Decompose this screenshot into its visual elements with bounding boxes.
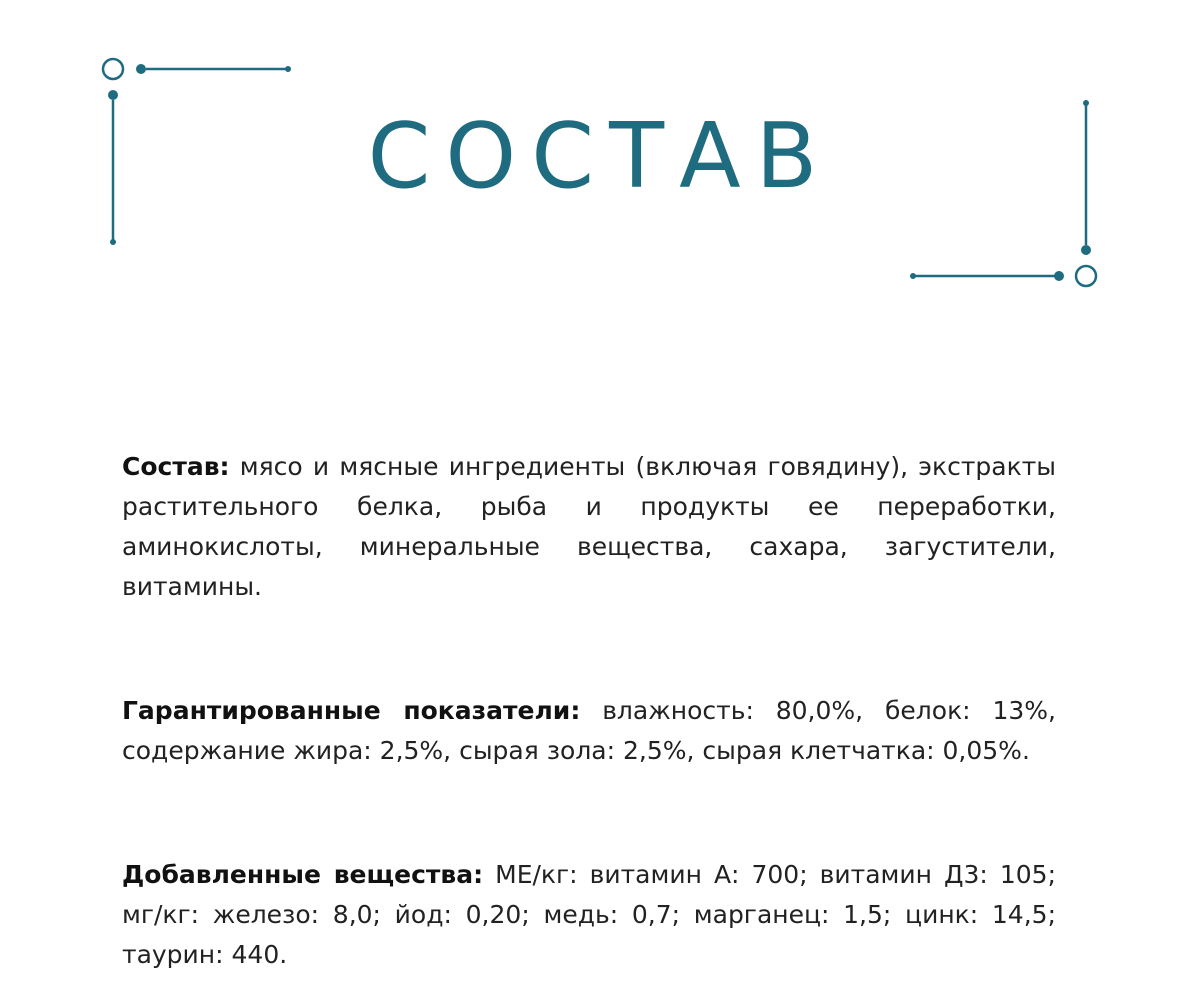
dot-icon <box>136 64 146 74</box>
composition-content <box>122 447 1056 975</box>
dot-icon <box>110 239 116 245</box>
dot-icon <box>285 66 291 72</box>
dot-icon <box>1081 245 1091 255</box>
guaranteed-values-paragraph <box>122 691 1056 771</box>
section-label: Состав: <box>122 452 230 481</box>
dot-icon <box>1054 271 1064 281</box>
ring-icon <box>103 59 123 79</box>
section-text: мясо и мясные ингредиенты (включая говядину), экстракты растительного белка, рыба и продукты ее переработки, аминокислоты, минеральные вещества, сахара, загустители, витамины. <box>122 452 1056 601</box>
additives-paragraph <box>122 855 1056 975</box>
page-title: СОСТАВ <box>367 104 833 209</box>
composition-paragraph <box>122 447 1056 607</box>
dot-icon <box>108 90 118 100</box>
ring-icon <box>1076 266 1096 286</box>
section-label: Добавленные вещества: <box>122 860 484 889</box>
section-text: МЕ/кг: витамин А: 700; витамин Д3: 105; мг/кг: железо: 8,0; йод: 0,20; медь: 0,7; марганец: 1,5; цинк: 14,5; таурин: 440. <box>122 860 1056 969</box>
section-text: влажность: 80,0%, белок: 13%, содержание жира: 2,5%, сырая зола: 2,5%, сырая клетчатка: 0,05%. <box>122 696 1056 765</box>
section-label: Гарантированные показатели: <box>122 696 581 725</box>
